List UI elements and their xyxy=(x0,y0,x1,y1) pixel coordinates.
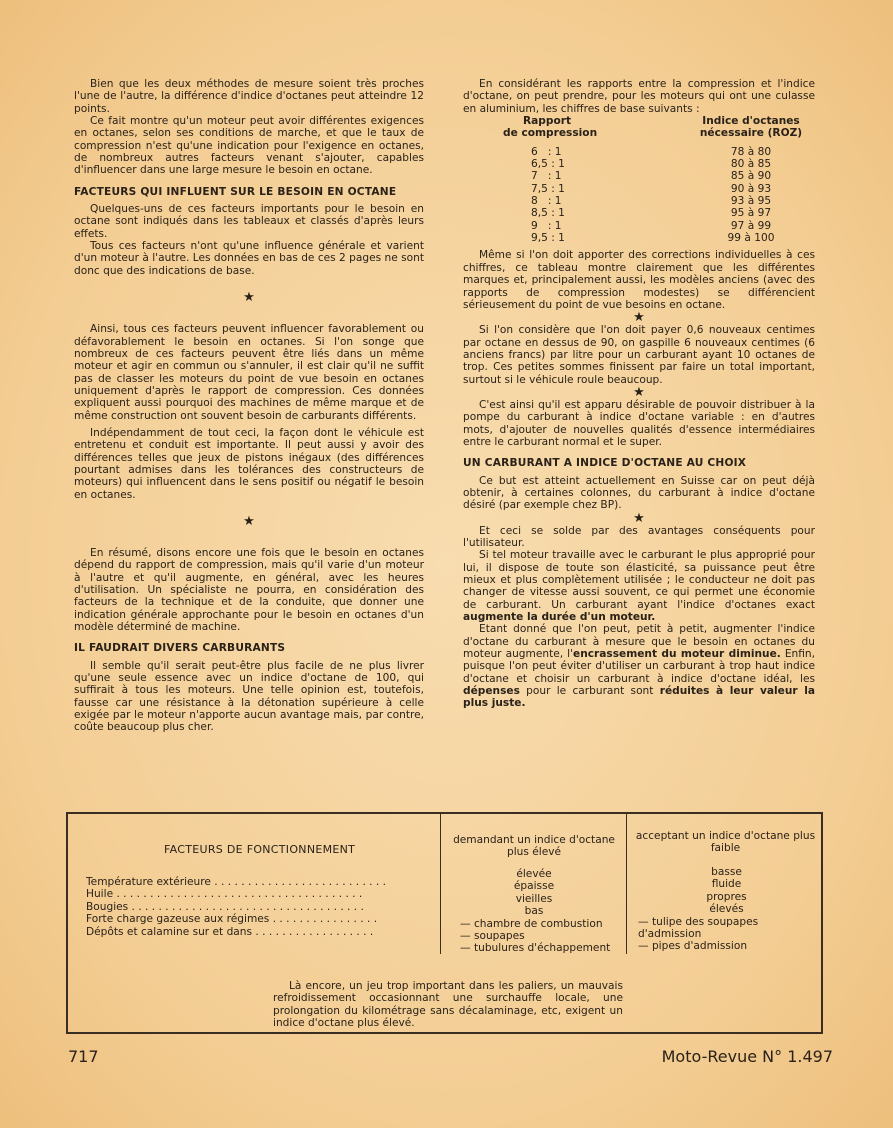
ratio-cell: 6 : 1 xyxy=(531,145,562,158)
star-separator: ★ xyxy=(633,384,645,400)
divider xyxy=(440,814,441,954)
section-heading: UN CARBURANT A INDICE D'OCTANE AU CHOIX xyxy=(463,457,747,470)
higher-item: épaisse xyxy=(513,880,555,893)
table-row xyxy=(503,207,811,219)
header-line: Rapport xyxy=(523,115,572,128)
table-note: Là encore, un jeu trop important dans les paliers, un mauvais refroidissement occasionnant une surchauffe locale, une prolongation du kilométrage sans décalaminage, etc, exigent un indice d'octane plus élevé. xyxy=(273,980,623,1030)
factor-row: Huile . . . . . . . . . . . . . . . . . . . . . . . . . . . . . . . . . . . . . xyxy=(86,888,363,901)
emphasis: dépenses xyxy=(463,685,520,698)
paragraph: Bien que les deux méthodes de mesure soient très proches l'une de l'autre, la différence d'indice d'octanes peut atteindre 12 points. xyxy=(74,78,424,115)
lower-item: basse xyxy=(711,866,742,878)
star-separator: ★ xyxy=(243,513,255,529)
emphasis: réduites à leur valeur la plus juste. xyxy=(463,685,815,710)
lower-item: élevés xyxy=(709,903,744,916)
ratio-cell: 9,5 : 1 xyxy=(531,232,565,245)
compression-table xyxy=(503,115,811,244)
lower-item: propres xyxy=(706,890,747,903)
lower-item: — tulipe des soupapes d'admission xyxy=(638,915,759,941)
ratio-cell: 7,5 : 1 xyxy=(531,182,565,195)
text: Enfin, puisque l'on peut éviter d'utiliser un carburant à trop haut indice d'octane et choisir un carburant à indice d'octane idéal, les xyxy=(463,648,816,685)
higher-item: vieilles xyxy=(515,892,553,905)
right-column xyxy=(463,78,815,710)
paragraph: Tous ces facteurs n'ont qu'une influence générale et varient d'un moteur à l'autre. Les données en bas de ces 2 pages ne sont donc que des indications de base. xyxy=(74,240,424,277)
header-line: de compression xyxy=(503,127,598,140)
column-header-lower: acceptant un indice d'octane plus faible xyxy=(635,830,816,855)
ratio-cell: 7 : 1 xyxy=(531,170,562,183)
ratio-cell: 8,5 : 1 xyxy=(531,207,565,220)
column-header-higher: demandant un indice d'octane plus élevé xyxy=(453,834,615,859)
column-header-factors: FACTEURS DE FONCTIONNEMENT xyxy=(164,843,356,856)
higher-item: — chambre de combustion xyxy=(460,917,603,930)
lower-item: — pipes d'admission xyxy=(638,940,748,953)
factor-row: Forte charge gazeuse aux régimes . . . . . . . . . . . . . . . . xyxy=(86,913,378,926)
paragraph: En résumé, disons encore une fois que le besoin en octanes dépend du rapport de compression, mais qu'il varie d'un moteur à l'autre et qu'il augmente, en général, avec les heures d'utilisation. Un spécialiste ne pourra, en considération des facteurs de la technique et de la conduite, que donner une indication générale approchante pour le besoin en octanes d'un modèle déterminé de machine. xyxy=(74,546,424,634)
paragraph: C'est ainsi qu'il est apparu désirable de pouvoir distribuer à la pompe du carburant à indice d'octane variable : en d'autres mots, d'ajouter de nouvelles qualités d'essence intermédiaires entre le carburant normal et le super. xyxy=(463,398,815,448)
factor-row: Bougies . . . . . . . . . . . . . . . . . . . . . . . . . . . . . . . . . . . xyxy=(86,900,364,913)
divider xyxy=(626,814,627,954)
table-row xyxy=(503,158,811,170)
page-number: 717 xyxy=(68,1047,99,1066)
higher-item: élevée xyxy=(516,868,552,880)
paragraph: Indépendamment de tout ceci, la façon dont le véhicule est entretenu et conduit est importante. Il peut aussi y avoir des différences telles que jeux de pistons inégaux (des différences pourtant admises dans les tolérances des constructeurs de moteurs) qui influencent dans le sens positif ou négatif le besoin en octanes. xyxy=(74,426,424,501)
lower-item: fluide xyxy=(711,878,742,891)
factor-row: Température extérieure . . . . . . . . . . . . . . . . . . . . . . . . . . xyxy=(86,876,387,888)
header-line: nécessaire (ROZ) xyxy=(699,127,803,140)
left-column xyxy=(74,78,424,734)
star-separator: ★ xyxy=(243,290,255,306)
factor-list xyxy=(86,876,438,938)
text: Etant donné que l'on peut, petit à petit, augmenter l'indice d'octane du carburant à mesure que le besoin en octanes du moteur augmente, l' xyxy=(463,623,815,661)
paragraph: En considérant les rapports entre la compression et l'indice d'octane, on peut prendre, pour les moteurs qui ont une culasse en aluminium, les chiffres de base suivants : xyxy=(463,78,815,115)
table-row xyxy=(503,146,811,158)
star-separator: ★ xyxy=(633,510,645,526)
table-row xyxy=(503,220,811,232)
table-row xyxy=(503,195,811,207)
ratio-cell: 6,5 : 1 xyxy=(531,158,565,171)
lower-list xyxy=(630,866,823,953)
table-header xyxy=(503,115,671,140)
ratio-cell: 8 : 1 xyxy=(531,195,562,208)
octane-cell: 99 à 100 xyxy=(727,232,775,245)
paragraph: Ainsi, tous ces facteurs peuvent influencer favorablement ou défavorablement le besoin en octanes. Si l'on songe que nombreux de ces facteurs peuvent être liés dans un même moteur et agir en commun ou s'annuler, il est clair qu'il ne suffit pas de classer les moteurs du point de vue besoin en octanes uniquement d'après le rapport de compression. Ces données expliquent aussi pourquoi des machines de même marque et de même construction ont souvent besoin de carburants différents. xyxy=(74,323,424,422)
octane-cell: 93 à 95 xyxy=(730,195,772,208)
emphasis: encrassement du moteur diminue. xyxy=(573,648,781,661)
ratio-cell: 9 : 1 xyxy=(531,219,562,232)
paragraph: Si l'on considère que l'on doit payer 0,6 nouveaux centimes par octane en dessus de 90, on gaspille 6 nouveaux centimes (6 anciens francs) par litre pour un carburant ayant 10 octanes de trop. Ces petites sommes finissent par faire un total important, surtout si le véhicule roule beaucoup. xyxy=(463,324,815,386)
octane-cell: 80 à 85 xyxy=(730,158,772,171)
header-line: Indice d'octanes xyxy=(702,115,800,128)
octane-cell: 85 à 90 xyxy=(730,170,772,183)
table-header xyxy=(671,115,811,140)
paragraph: Et ceci se solde par des avantages conséquents pour l'utilisateur. xyxy=(463,524,815,549)
factor-row: Dépôts et calamine sur et dans . . . . . . . . . . . . . . . . . . xyxy=(86,925,374,938)
emphasis: augmente la durée d'un moteur. xyxy=(463,611,656,624)
magazine-issue: Moto-Revue N° 1.497 xyxy=(661,1047,833,1066)
section-heading: IL FAUDRAIT DIVERS CARBURANTS xyxy=(74,642,286,655)
star-separator: ★ xyxy=(633,310,645,326)
paragraph: Ce fait montre qu'un moteur peut avoir différentes exigences en octanes, selon ses conditions de marche, et que le taux de compression n'est qu'une indication pour l'exigence en octanes, de nombreux autres facteurs venant s'ajouter, capables d'influencer dans une large mesure le besoin en octane. xyxy=(74,115,424,177)
table-row xyxy=(503,232,811,244)
paragraph: Même si l'on doit apporter des corrections individuelles à ces chiffres, ce tableau montre clairement que les différentes marques et, principalement aussi, les modèles anciens (avec des rapports de compression modestes) se différencient sérieusement du point de vue besoins en octane. xyxy=(463,249,815,311)
octane-cell: 97 à 99 xyxy=(730,219,772,232)
paragraph: Ce but est atteint actuellement en Suisse car on peut déjà obtenir, à certaines colonnes, du carburant à indice d'octane désiré (par exemple chez BP). xyxy=(463,474,815,512)
higher-item: bas xyxy=(524,905,544,918)
paragraph: Quelques-uns de ces facteurs importants pour le besoin en octane sont indiqués dans les tableaux et classés d'après leurs effets. xyxy=(74,203,424,240)
octane-cell: 78 à 80 xyxy=(730,145,772,158)
higher-list xyxy=(444,868,624,955)
text: pour le carburant sont xyxy=(519,685,660,698)
table-body xyxy=(503,146,811,245)
text: Si tel moteur travaille avec le carburant le plus approprié pour lui, il dispose de toute son élasticité, sa puissance peut être mieux et plus complètement utilisée ; le conducteur ne doit pas changer de vitesse aussi souvent, ce qui permet une économie de carburant. Un carburant ayant l'indice d'octanes exact xyxy=(463,549,815,611)
higher-item: — tubulures d'échappement xyxy=(460,942,611,955)
paragraph xyxy=(463,623,815,709)
higher-item: — soupapes xyxy=(460,930,525,943)
octane-cell: 95 à 97 xyxy=(730,207,772,220)
section-heading: FACTEURS QUI INFLUENT SUR LE BESOIN EN OCTANE xyxy=(74,185,397,198)
table-row xyxy=(503,183,811,195)
table-row xyxy=(503,170,811,182)
octane-cell: 90 à 93 xyxy=(730,182,772,195)
paragraph: Il semble qu'il serait peut-être plus facile de ne plus livrer qu'une seule essence avec un indice d'octane de 100, qui suffirait à tous les moteurs. Une telle opinion est, toutefois, fausse car une résistance à la détonation supérieure à celle exigée par le moteur n'apporte aucun avantage mais, par contre, coûte beaucoup plus cher. xyxy=(74,659,424,734)
paragraph xyxy=(463,549,815,623)
factors-table xyxy=(66,812,823,1034)
